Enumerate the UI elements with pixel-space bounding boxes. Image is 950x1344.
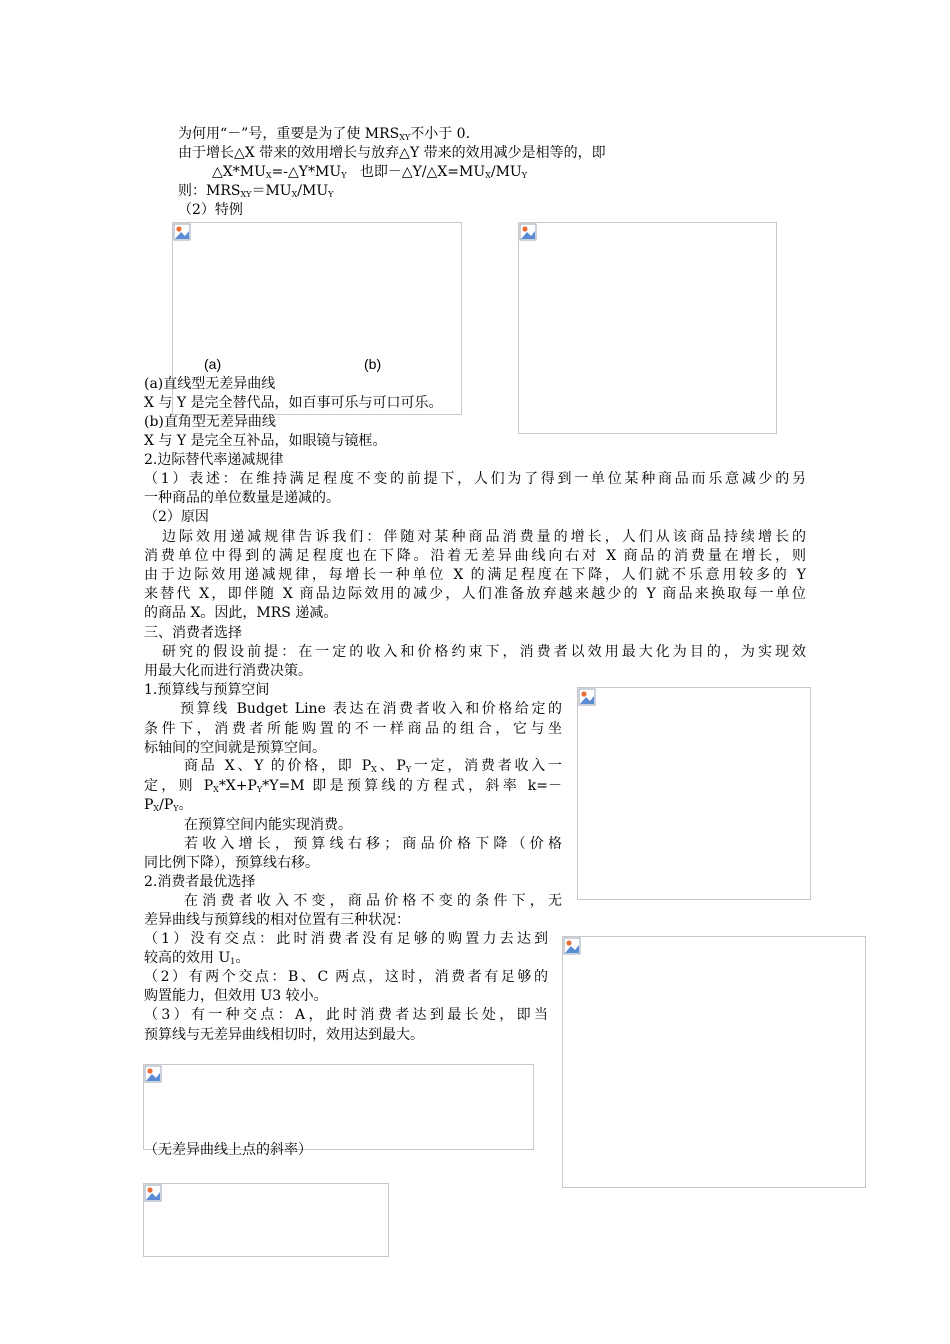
paragraph-budget-line-1: 预算线 Budget Line 表达在消费者收入和价格给定的: [180, 701, 562, 717]
broken-image-icon: [563, 937, 581, 955]
paragraph-prices-line-3: $P_X/P_Y$。: [144, 797, 193, 813]
figure-caption-a: (a): [204, 356, 222, 372]
paragraph-case-3-line-1: （3）有一种交点：A，此时消费者达到最长处，即当: [144, 1007, 548, 1023]
paragraph-budget-space: 在预算空间内能实现消费。: [184, 817, 352, 833]
text-line-right-angle-curve: (b)直角型无差异曲线: [144, 414, 276, 430]
paragraph-budget-line-2: 条件下，消费者所能购置的不一样商品的组合，它与坐: [144, 721, 562, 737]
paragraph-reason-line-5: 的商品 X。因此，MRS 递减。: [144, 605, 338, 621]
broken-image-icon: [519, 223, 537, 241]
budget-line-image: [577, 687, 811, 900]
bottom-formula-image: [143, 1183, 389, 1257]
heading-optimal-choice: 2.消费者最优选择: [144, 874, 256, 890]
paragraph-case-2-line-1: （2）有两个交点：B、C 两点，这时，消费者有足够的: [144, 969, 548, 985]
paragraph-income-shift-line-2: 同比例下降），预算线右移。: [144, 855, 319, 871]
slope-caption: （无差异曲线上点的斜率）: [144, 1142, 312, 1158]
paragraph-reason-line-3: 由于边际效用递减规律，每增长一种单位 X 的满足程度在下降，人们就不乐意用较多的 Y: [144, 567, 806, 583]
heading-consumer-choice: 三、消费者选择: [144, 625, 242, 641]
paragraph-reason-line-4: 来替代 X，即伴随 X 商品边际效用的减少，人们准备放弃越来越少的 Y 商品来换取每一单位: [144, 586, 806, 602]
section-label-reason: （2）原因: [144, 509, 209, 525]
paragraph-assumption-line-1: 研究的假设前提：在一定的收入和价格约束下，消费者以效用最大化为目的，为实现效: [162, 644, 806, 660]
paragraph-prices-line-2: 定，则 $P_X*X+P_Y*Y=M$ 即是预算线的方程式，斜率 k=－: [144, 778, 563, 794]
paragraph-optimal-line-1: 在消费者收入不变，商品价格不变的条件下，无: [184, 893, 562, 909]
heading-budget-line: 1.预算线与预算空间: [144, 682, 270, 698]
broken-image-icon: [144, 1065, 162, 1083]
text-line-statement-1: （1）表述：在维持满足程度不变的前提下，人们为了得到一单位某种商品而乐意减少的另: [144, 471, 806, 487]
text-line-statement-2: 一种商品的单位数量是递减的。: [144, 490, 340, 506]
paragraph-case-1-line-1: （1）没有交点：此时消费者没有足够的购置力去达到: [144, 931, 548, 947]
paragraph-case-3-line-2: 预算线与无差异曲线相切时，效用达到最大。: [144, 1027, 424, 1043]
text-line-linear-curve: (a)直线型无差异曲线: [144, 376, 276, 392]
broken-image-icon: [578, 688, 596, 706]
figure-b-image: [518, 222, 777, 434]
section-label-special-cases: （2）特例: [178, 202, 243, 218]
paragraph-optimal-line-2: 差异曲线与预算线的相对位置有三种状况：: [144, 912, 410, 928]
broken-image-icon: [173, 223, 191, 241]
formula-line-mrs: 则：$MRS_{XY}=MU_X/MU_Y$: [178, 183, 334, 199]
slope-formula-image: [143, 1064, 534, 1150]
text-line-mrs-sign: 为何用“－”号，重要是为了使 $MRS_{XY}$不小于 0.: [178, 126, 471, 142]
text-line-perfect-substitutes: X 与 Y 是完全替代品，如百事可乐与可口可乐。: [144, 395, 443, 411]
paragraph-assumption-line-2: 用最大化而进行消费决策。: [144, 663, 312, 679]
paragraph-case-2-line-2: 购置能力，但效用 U3 较小。: [144, 988, 328, 1004]
optimal-choice-image: [562, 936, 866, 1188]
paragraph-budget-line-3: 标轴间的空间就是预算空间。: [144, 740, 326, 756]
paragraph-prices-line-1: 商品 X、Y 的价格，即 $P_X$、$P_Y$一定，消费者收入一: [184, 758, 562, 774]
paragraph-case-1-line-2: 较高的效用 $U_1$。: [144, 950, 250, 966]
formula-line-mu: $\triangle X*MU_X=-\triangle Y*MU_Y$ 也即$-\triangle Y/\triangle X=MU_X/MU_Y$: [212, 164, 527, 180]
broken-image-icon: [144, 1184, 162, 1202]
text-line-utility-equal: 由于增长△X 带来的效用增长与放弃△Y 带来的效用减少是相等的，即: [178, 145, 606, 161]
paragraph-reason-line-1: 边际效用递减规律告诉我们：伴随对某种商品消费量的增长，人们从该商品持续增长的: [162, 529, 806, 545]
heading-mrs-diminishing: 2.边际替代率递减规律: [144, 452, 284, 468]
figure-caption-b: (b): [364, 356, 382, 372]
paragraph-income-shift-line-1: 若收入增长，预算线右移；商品价格下降（价格: [184, 836, 562, 852]
paragraph-reason-line-2: 消费单位中得到的满足程度也在下降。沿着无差异曲线向右对 X 商品的消费量在增长，则: [144, 548, 806, 564]
text-line-perfect-complements: X 与 Y 是完全互补品，如眼镜与镜框。: [144, 433, 387, 449]
